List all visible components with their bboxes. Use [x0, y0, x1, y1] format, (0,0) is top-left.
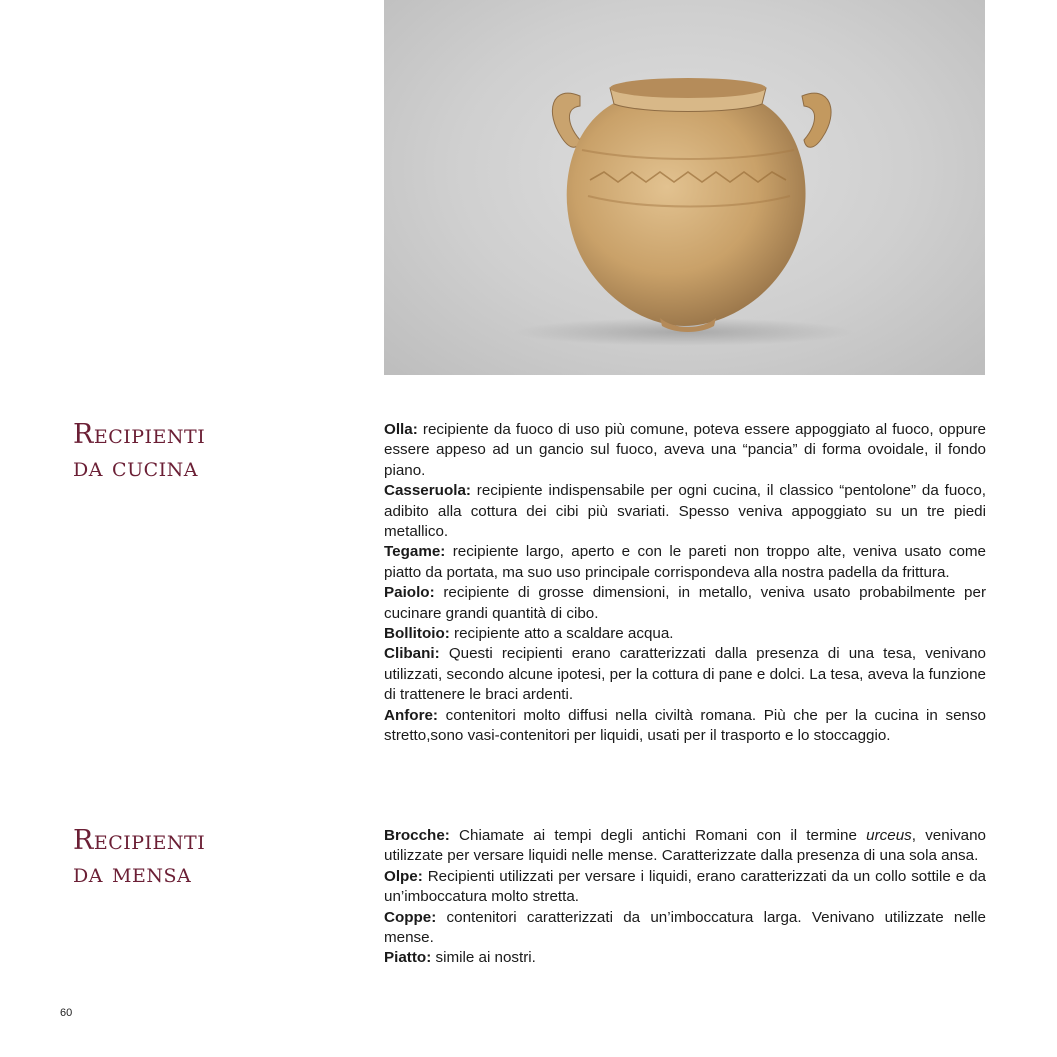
- entry-paiolo: [384, 583, 986, 624]
- entry-bollitoio: [384, 624, 986, 644]
- term: Clibani:: [384, 645, 440, 663]
- term: Tegame:: [384, 543, 446, 561]
- term: Olpe:: [384, 867, 423, 885]
- definition: recipiente indispensabile per ogni cucina, il classico “pentolone” da fuoco, adibito alla cottura dei cibi più svariati. Spesso veniva appoggiato su un tre piedi metallico.: [384, 482, 986, 541]
- entry-brocche: [384, 826, 986, 867]
- section-cucina-text: [384, 420, 986, 747]
- definition: recipiente da fuoco di uso più comune, poteva essere appoggiato al fuoco, oppure essere appeso ad un gancio sul fuoco, aveva una “pancia” di forma ovoidale, il fondo piano.: [384, 421, 986, 479]
- definition: contenitori caratterizzati da un’imboccatura larga. Venivano utilizzate nelle mense.: [384, 908, 986, 947]
- entry-anfore: [384, 706, 986, 747]
- section-mensa-text: [384, 826, 986, 969]
- definition: Chiamate ai tempi degli antichi Romani con il termine: [449, 827, 867, 844]
- term: Piatto:: [384, 949, 432, 967]
- heading-line: da cucina: [73, 452, 198, 483]
- entry-olla: [384, 420, 986, 481]
- entry-clibani: [384, 644, 986, 705]
- entry-tegame: [384, 542, 986, 583]
- term: Anfore:: [384, 706, 438, 724]
- definition: , venivano utilizzate per versare liquidi nelle mense. Caratterizzate dalla presenza di una sola ansa.: [384, 827, 986, 865]
- definition: contenitori molto diffusi nella civiltà romana. Più che per la cucina in senso stretto,sono vasi-contenitori per liquidi, usati per il trasporto e lo stoccaggio.: [384, 706, 986, 745]
- entry-casseruola: [384, 481, 986, 542]
- definition: recipiente di grosse dimensioni, in metallo, veniva usato probabilmente per cucinare grandi quantità di cibo.: [384, 584, 986, 622]
- definition: recipiente atto a scaldare acqua.: [449, 625, 674, 643]
- heading-line: da mensa: [73, 858, 192, 889]
- heading-line: Recipienti: [73, 419, 206, 450]
- definition: Questi recipienti erano caratterizzati dalla presenza di una tesa, venivano utilizzati, secondo alcune ipotesi, per la cottura di pane e dolci. La tesa, aveva la funzione di trattenere le braci ardenti.: [384, 645, 986, 704]
- heading-recipienti-da-mensa: [73, 824, 205, 890]
- term: Paiolo:: [384, 584, 435, 602]
- photo-amphora: [384, 0, 985, 375]
- term: Brocche:: [384, 827, 450, 844]
- amphora-illustration: [384, 0, 985, 375]
- italic-term: urceus: [866, 827, 912, 844]
- term: Bollitoio:: [384, 625, 450, 643]
- term: Olla:: [384, 421, 418, 438]
- entry-piatto: [384, 948, 986, 968]
- term: Coppe:: [384, 908, 437, 926]
- heading-recipienti-da-cucina: [73, 418, 205, 484]
- definition: recipiente largo, aperto e con le pareti non troppo alte, veniva usato come piatto da portata, ma suo uso principale corrispondeva alla nostra padella da frittura.: [384, 543, 986, 581]
- definition: simile ai nostri.: [431, 949, 536, 967]
- heading-line: Recipienti: [73, 825, 206, 856]
- page-number: 60: [60, 1007, 73, 1019]
- entry-olpe: [384, 867, 986, 908]
- entry-coppe: [384, 908, 986, 949]
- definition: Recipienti utilizzati per versare i liquidi, erano caratterizzati da un collo sottile e da un’imboccatura molto stretta.: [384, 867, 986, 906]
- term: Casseruola:: [384, 482, 471, 500]
